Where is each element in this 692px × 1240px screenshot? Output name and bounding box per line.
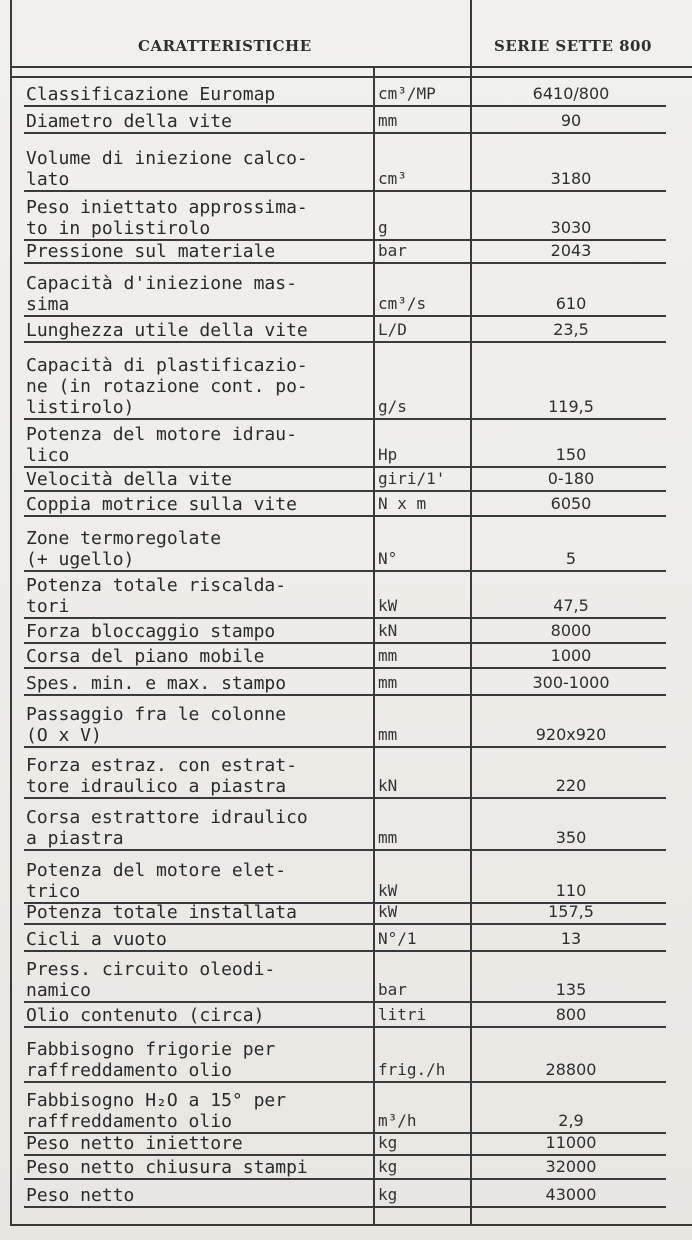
spec-label: Peso iniettato approssima- to in polistirolo <box>26 197 308 239</box>
spec-value: 350 <box>555 828 587 847</box>
spec-label: Classificazione Euromap <box>26 84 276 105</box>
spec-unit: mm <box>378 673 398 692</box>
row-separator <box>24 617 666 619</box>
spec-label: Lunghezza utile della vite <box>26 320 308 341</box>
spec-label: Capacità d'iniezione mas- sima <box>26 273 297 315</box>
spec-unit: mm <box>378 646 398 665</box>
spec-value: 5 <box>565 549 577 568</box>
spec-unit: kW <box>378 596 398 615</box>
spec-unit: kW <box>378 881 398 900</box>
spec-value: 610 <box>555 294 587 313</box>
table-border-bottom <box>10 1224 692 1226</box>
row-separator <box>24 132 666 134</box>
table-border-left <box>10 0 12 1226</box>
spec-value: 150 <box>555 445 587 464</box>
row-separator <box>24 490 666 492</box>
spec-value: 13 <box>560 929 582 948</box>
spec-label: Potenza totale installata <box>26 902 297 923</box>
spec-unit: litri <box>378 1005 427 1024</box>
column-divider-value <box>470 0 472 1226</box>
row-separator <box>24 1178 666 1180</box>
spec-value: 157,5 <box>548 902 594 921</box>
spec-value: 28800 <box>545 1060 597 1079</box>
spec-value: 3180 <box>550 169 592 188</box>
spec-label: Forza bloccaggio stampo <box>26 621 276 642</box>
spec-label: Capacità di plastificazio- ne (in rotazione cont. po- listirolo) <box>26 355 308 418</box>
spec-label: Corsa estrattore idraulico a piastra <box>26 807 308 849</box>
spec-value: 47,5 <box>553 596 589 615</box>
row-separator <box>24 570 666 572</box>
spec-value: 110 <box>555 881 587 900</box>
spec-unit: kg <box>378 1185 398 1204</box>
spec-unit: m³/h <box>378 1111 417 1130</box>
row-separator <box>24 105 666 107</box>
spec-unit: kN <box>378 621 398 640</box>
spec-label: Potenza totale riscalda- tori <box>26 575 287 617</box>
row-separator <box>24 849 666 851</box>
row-separator <box>24 341 666 343</box>
spec-label: Fabbisogno frigorie per raffreddamento olio <box>26 1039 276 1081</box>
spec-label: Spes. min. e max. stampo <box>26 673 287 694</box>
row-separator <box>24 746 666 748</box>
spec-label: Passaggio fra le colonne (O x V) <box>26 704 287 746</box>
spec-label: Volume di iniezione calco- lato <box>26 148 308 190</box>
spec-unit: L/D <box>378 320 407 339</box>
spec-value: 220 <box>555 776 587 795</box>
spec-value: 800 <box>555 1005 587 1024</box>
row-separator <box>24 1001 666 1003</box>
header-underline <box>10 66 692 68</box>
spec-unit: N° <box>378 549 398 568</box>
spec-label: Zone termoregolate (+ ugello) <box>26 528 222 570</box>
spec-unit: g/s <box>378 397 407 416</box>
row-separator <box>24 923 666 925</box>
spec-label: Peso netto <box>26 1185 135 1206</box>
spec-value: 0-180 <box>547 469 595 488</box>
spec-label: Forza estraz. con estrat- tore idraulico a piastra <box>26 755 297 797</box>
spec-value: 2043 <box>550 241 592 260</box>
row-separator <box>24 1154 666 1156</box>
spec-unit: Hp <box>378 445 398 464</box>
spec-unit: g <box>378 218 388 237</box>
spec-unit: N x m <box>378 494 427 513</box>
spec-label: Potenza del motore idrau- lico <box>26 424 297 466</box>
spec-unit: cm³/s <box>378 294 427 313</box>
header-underline-2 <box>10 76 692 78</box>
row-separator <box>24 418 666 420</box>
row-separator <box>24 466 666 468</box>
spec-unit: kN <box>378 776 398 795</box>
row-separator <box>24 667 666 669</box>
spec-label: Diametro della vite <box>26 111 232 132</box>
spec-value: 6050 <box>550 494 592 513</box>
spec-unit: cm³ <box>378 169 407 188</box>
spec-label: Cicli a vuoto <box>26 929 167 950</box>
spec-unit: bar <box>378 241 407 260</box>
spec-unit: kg <box>378 1133 398 1152</box>
spec-unit: kW <box>378 902 398 921</box>
spec-label: Press. circuito oleodi- namico <box>26 959 276 1001</box>
row-separator <box>24 950 666 952</box>
spec-unit: N°/1 <box>378 929 417 948</box>
spec-unit: kg <box>378 1157 398 1176</box>
header-series: SERIE SETTE 800 <box>494 37 652 55</box>
spec-value: 90 <box>560 111 582 130</box>
spec-value: 11000 <box>545 1133 597 1152</box>
row-separator <box>24 262 666 264</box>
row-separator <box>24 642 666 644</box>
spec-value: 32000 <box>545 1157 597 1176</box>
spec-unit: giri/1' <box>378 469 446 488</box>
spec-value: 920x920 <box>535 725 607 744</box>
spec-value: 23,5 <box>553 320 589 339</box>
spec-unit: mm <box>378 828 398 847</box>
row-separator <box>24 315 666 317</box>
spec-label: Coppia motrice sulla vite <box>26 494 297 515</box>
row-separator <box>24 1081 666 1083</box>
row-separator <box>24 694 666 696</box>
row-separator <box>24 1206 666 1208</box>
spec-label: Potenza del motore elet- trico <box>26 860 287 902</box>
spec-value: 3030 <box>550 218 592 237</box>
spec-unit: frig./h <box>378 1060 446 1079</box>
spec-label: Corsa del piano mobile <box>26 646 265 667</box>
spec-value: 8000 <box>550 621 592 640</box>
row-separator <box>24 515 666 517</box>
header-characteristics: CARATTERISTICHE <box>138 37 312 55</box>
spec-value: 119,5 <box>548 397 594 416</box>
spec-value: 2,9 <box>558 1111 584 1130</box>
spec-unit: mm <box>378 725 398 744</box>
spec-label: Velocità della vite <box>26 469 232 490</box>
spec-value: 43000 <box>545 1185 597 1204</box>
spec-unit: mm <box>378 111 398 130</box>
spec-value: 300-1000 <box>532 673 610 692</box>
spec-label: Peso netto chiusura stampi <box>26 1157 308 1178</box>
spec-value: 6410/800 <box>532 84 610 103</box>
spec-value: 1000 <box>550 646 592 665</box>
row-separator <box>24 190 666 192</box>
row-separator <box>24 1026 666 1028</box>
spec-unit: bar <box>378 980 407 999</box>
row-separator <box>24 797 666 799</box>
spec-label: Fabbisogno H₂O a 15° per raffreddamento olio <box>26 1090 287 1132</box>
spec-unit: cm³/MP <box>378 84 436 103</box>
spec-label: Olio contenuto (circa) <box>26 1005 265 1026</box>
spec-value: 135 <box>555 980 587 999</box>
spec-label: Pressione sul materiale <box>26 241 276 262</box>
spec-label: Peso netto iniettore <box>26 1133 243 1154</box>
